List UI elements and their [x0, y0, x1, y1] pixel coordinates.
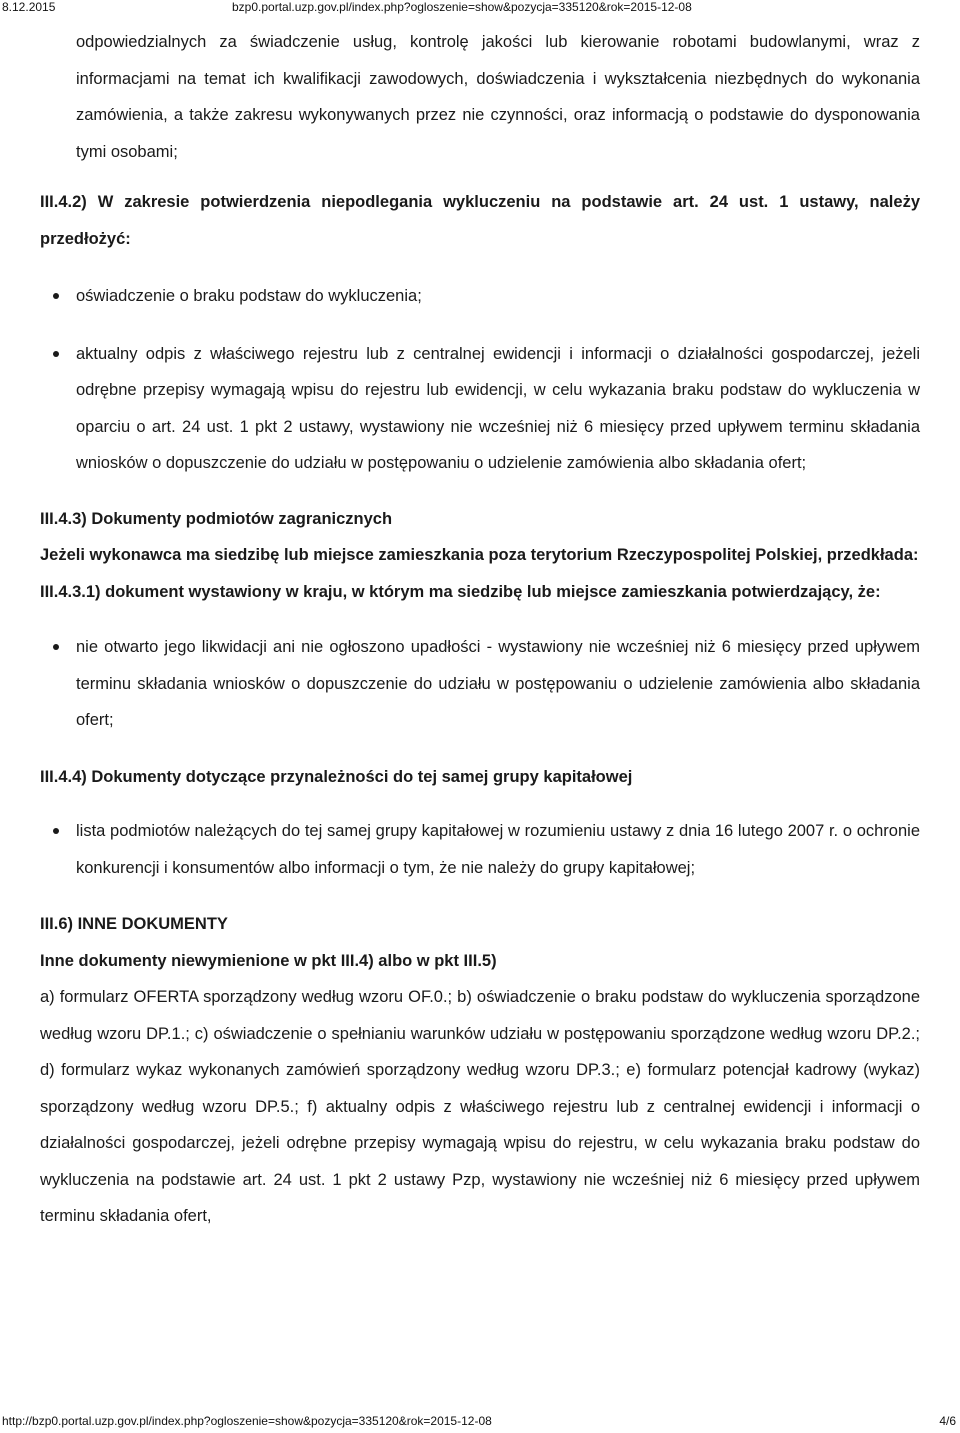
- section-iii-6-heading: III.6) INNE DOKUMENTY: [40, 915, 228, 933]
- print-date: 8.12.2015: [2, 0, 56, 14]
- section-iii-4-2-list: [40, 278, 920, 482]
- list-item: aktualny odpis z właściwego rejestru lub z centralnej ewidencji i informacji o działalności gospodarczej, jeżeli odrębne przepisy wymagają wpisu do rejestru lub ewidencji, w celu wykazania braku podstaw do wykluczenia w oparciu o art. 24 ust. 1 pkt 2 ustawy, wystawiony nie wcześniej niż 6 miesięcy przed upływem terminu składania wniosków o dopuszczenie do udziału w postępowaniu o udzielenie zamówienia albo składania ofert;: [40, 336, 920, 482]
- list-item: oświadczenie o braku podstaw do wykluczenia;: [40, 278, 920, 315]
- section-iii-4-2-heading: III.4.2) W zakresie potwierdzenia niepodlegania wykluczeniu na podstawie art. 24 ust. 1 ustawy, należy przedłożyć:: [40, 193, 920, 248]
- section-iii-4-3-heading: III.4.3) Dokumenty podmiotów zagranicznych: [40, 509, 393, 528]
- notice-content: [40, 24, 920, 1235]
- section-iii-4-3-subheading: Jeżeli wykonawca ma siedzibę lub miejsce zamieszkania poza terytorium Rzeczypospolitej Polskiej, przedkłada:: [40, 546, 919, 564]
- intro-continued-paragraph: odpowiedzialnych za świadczenie usług, kontrolę jakości lub kierowanie robotami budowlanymi, wraz z informacjami na temat ich kwalifikacji zawodowych, doświadczenia i wykształcenia niezbędnych do wykonania zamówienia, a także zakresu wykonywanych przez nie czynności, oraz informacją o podstawie do dysponowania tymi osobami;: [76, 33, 920, 161]
- section-iii-4-4-heading: III.4.4) Dokumenty dotyczące przynależności do tej samej grupy kapitałowej: [40, 767, 633, 786]
- list-item: nie otwarto jego likwidacji ani nie ogłoszono upadłości - wystawiony nie wcześniej niż 6 miesięcy przed upływem terminu składania wniosków o dopuszczenie do udziału w postępowaniu o udzielenie zamówienia albo składania ofert;: [40, 629, 920, 739]
- section-iii-4-3-1-list: [40, 629, 920, 739]
- section-iii-4-4-list: [40, 813, 920, 886]
- print-url-header: bzp0.portal.uzp.gov.pl/index.php?ogloszenie=show&pozycja=335120&rok=2015-12-08: [232, 0, 692, 14]
- page-number: 4/6: [939, 1414, 956, 1428]
- section-iii-6-body: a) formularz OFERTA sporządzony według wzoru OF.0.; b) oświadczenie o braku podstaw do wykluczenia sporządzone według wzoru DP.1.; c) oświadczenie o spełnianiu warunków udziału w postępowaniu sporządzone według wzoru DP.2.; d) formularz wykaz wykonanych zamówień sporządzony według wzoru DP.3.; e) formularz potencjał kadrowy (wykaz) sporządzony według wzoru DP.5.; f) aktualny odpis z właściwego rejestru lub z centralnej ewidencji i informacji o działalności gospodarczej, jeżeli odrębne przepisy wymagają wpisu do rejestru, w celu wykazania braku podstaw do wykluczenia na podstawie art. 24 ust. 1 pkt 2 ustawy Pzp, wystawiony nie wcześniej niż 6 miesięcy przed upływem terminu składania ofert,: [40, 988, 920, 1225]
- section-iii-6-subheading: Inne dokumenty niewymienione w pkt III.4) albo w pkt III.5): [40, 951, 497, 970]
- print-url-footer[interactable]: http://bzp0.portal.uzp.gov.pl/index.php?ogloszenie=show&pozycja=335120&rok=2015-12-08: [2, 1414, 492, 1428]
- list-item: lista podmiotów należących do tej samej grupy kapitałowej w rozumieniu ustawy z dnia 16 lutego 2007 r. o ochronie konkurencji i konsumentów albo informacji o tym, że nie należy do grupy kapitałowej;: [40, 813, 920, 886]
- section-iii-4-3-1-heading: III.4.3.1) dokument wystawiony w kraju, w którym ma siedzibę lub miejsce zamieszkania potwierdzający, że:: [40, 582, 881, 601]
